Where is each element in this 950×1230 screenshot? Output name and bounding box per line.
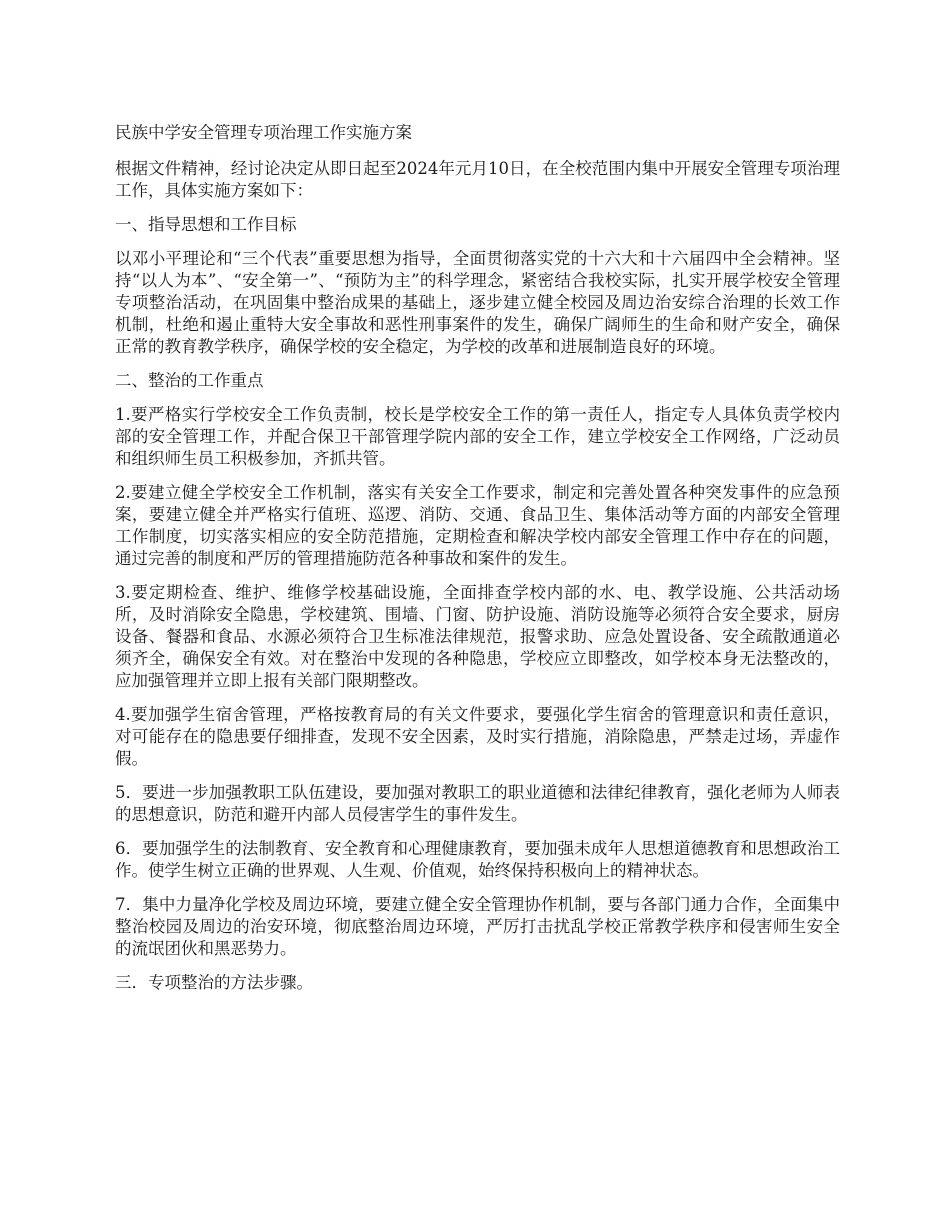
section-heading-2: 二、整治的工作重点 — [115, 371, 264, 390]
section-heading-3: 三．专项整治的方法步骤。 — [115, 973, 313, 992]
item-7: 7．集中力量净化学校及周边环境，要建立健全安全管理协作机制，要与各部门通力合作，全面集中整治校园及周边的治安环境，彻底整治周边环境，严厉打击扰乱学校正常教学秩序和侵害师生安全的流氓团伙和黑恶势力。 — [115, 895, 840, 958]
section-heading-1: 一、指导思想和工作目标 — [115, 215, 297, 234]
item-2: 2.要建立健全学校安全工作机制，落实有关安全工作要求，制定和完善处置各种突发事件的应急预案，要建立健全并严格实行值班、巡逻、消防、交通、食品卫生、集体活动等方面的内部安全管理工作制度，切实落实相应的安全防范措施，定期检查和解决学校内部安全管理工作中存在的问题，通过完善的制度和严厉的管理措施防范各种事故和案件的发生。 — [115, 483, 840, 568]
document-title: 民族中学安全管理专项治理工作实施方案 — [115, 123, 412, 142]
item-3: 3.要定期检查、维护、维修学校基础设施，全面排查学校内部的水、电、教学设施、公共活动场所，及时消除安全隐患，学校建筑、围墙、门窗、防护设施、消防设施等必须符合安全要求，厨房设备、餐器和食品、水源必须符合卫生标准法律规范，报警求助、应急处置设备、安全疏散通道必须齐全，确保安全有效。对在整治中发现的各种隐患，学校应立即整改，如学校本身无法整改的，应加强管理并立即上报有关部门限期整改。 — [115, 583, 840, 690]
document-body — [115, 122, 840, 1006]
item-6: 6．要加强学生的法制教育、安全教育和心理健康教育，要加强未成年人思想道德教育和思想政治工作。使学生树立正确的世界观、人生观、价值观，始终保持积极向上的精神状态。 — [115, 839, 840, 880]
intro-paragraph: 根据文件精神，经讨论决定从即日起至2024年元月10日，在全校范围内集中开展安全管理专项治理工作，具体实施方案如下： — [115, 159, 840, 200]
section-1-body: 以邓小平理论和“三个代表”重要思想为指导，全面贯彻落实党的十六大和十六届四中全会精神。坚持“以人为本”、“安全第一”、“预防为主”的科学理念，紧密结合我校实际，扎实开展学校安全管理专项整治活动，在巩固集中整治成果的基础上，逐步建立健全校园及周边治安综合治理的长效工作机制，杜绝和遏止重特大安全事故和恶性刑事案件的发生，确保广阔师生的生命和财产安全，确保正常的教育教学秩序，确保学校的安全稳定，为学校的改革和进展制造良好的环境。 — [115, 249, 840, 356]
item-5: 5．要进一步加强教职工队伍建设，要加强对教职工的职业道德和法律纪律教育，强化老师为人师表的思想意识，防范和避开内部人员侵害学生的事件发生。 — [115, 783, 840, 824]
item-1: 1.要严格实行学校安全工作负责制，校长是学校安全工作的第一责任人，指定专人具体负责学校内部的安全管理工作，并配合保卫干部管理学院内部的安全工作，建立学校安全工作网络，广泛动员和组织师生员工积极参加，齐抓共管。 — [115, 405, 840, 468]
item-4: 4.要加强学生宿舍管理，严格按教育局的有关文件要求，要强化学生宿舍的管理意识和责任意识，对可能存在的隐患要仔细排查，发现不安全因素，及时实行措施，消除隐患，严禁走过场，弄虚作假。 — [115, 705, 840, 768]
